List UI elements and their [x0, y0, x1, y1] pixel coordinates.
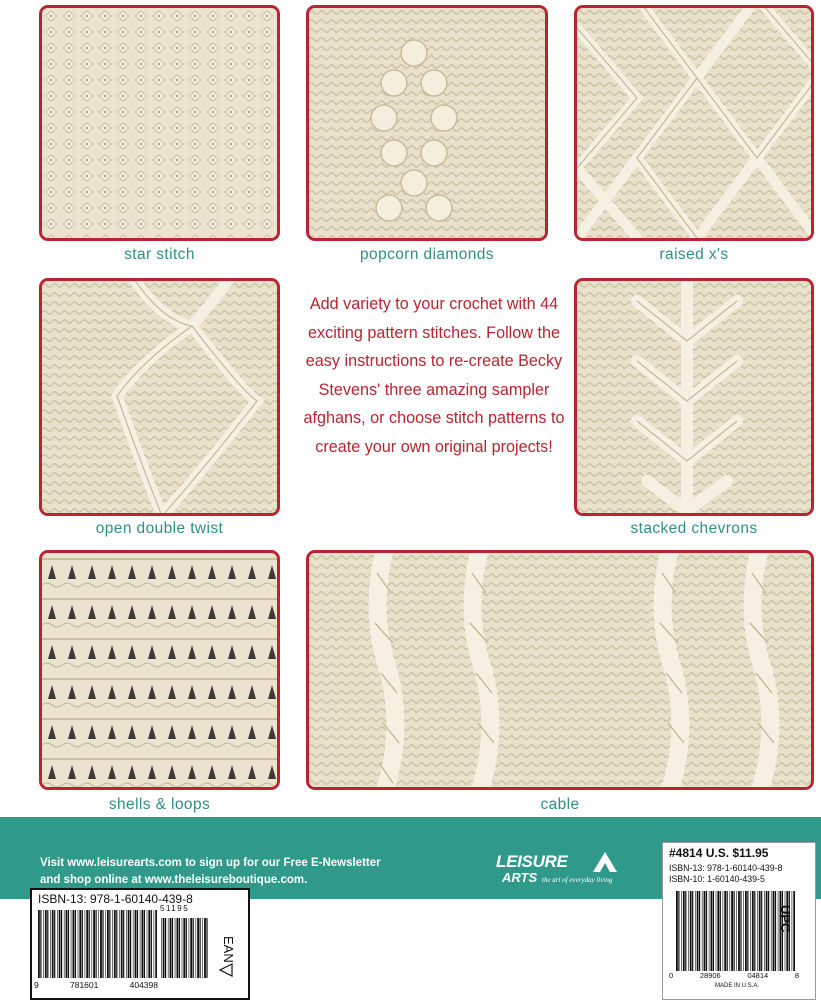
- caption-star-stitch: star stitch: [124, 246, 195, 263]
- upc-digit-group: 28906: [699, 971, 721, 980]
- caption-raised-xs: raised x's: [659, 246, 729, 263]
- ean-addon-digits: 51195: [160, 904, 190, 913]
- swatch-raised-xs: [574, 5, 814, 241]
- swatch-cable: [306, 550, 814, 790]
- price-upc-box: [662, 842, 816, 1000]
- upc-digit-group: 04814: [747, 971, 769, 980]
- isbn10-small: ISBN-10: 1-60140-439-5: [669, 874, 765, 884]
- caption-stacked-chevrons: stacked chevrons: [630, 520, 758, 537]
- made-in-label: MADE IN U.S.A.: [715, 983, 760, 989]
- cable-texture: [309, 553, 811, 787]
- popcorn-diamonds-texture: [309, 8, 545, 238]
- ean-isbn: ISBN-13: 978-1-60140-439-8: [38, 892, 193, 906]
- raised-x-texture: [577, 8, 811, 238]
- triangle-marker-icon: [218, 962, 234, 978]
- ean-digit-group: 404398: [129, 980, 158, 990]
- star-stitch-texture: [42, 8, 277, 238]
- newsletter-text: [40, 855, 381, 889]
- leisure-arts-logo: [496, 852, 646, 890]
- ean-digit-group: 781601: [69, 980, 99, 990]
- ean-barcode: [37, 910, 157, 978]
- logo-word-arts: ARTS: [502, 870, 538, 885]
- stacked-chevrons-texture: [577, 281, 811, 513]
- swatch-popcorn-diamonds: [306, 5, 548, 241]
- newsletter-line-1: Visit www.leisurearts.com to sign up for our Free E-Newsletter: [40, 857, 381, 869]
- caption-cable: cable: [540, 796, 580, 813]
- swatch-open-double-twist: [39, 278, 280, 516]
- newsletter-line-2: and shop online at www.theleisureboutique.com.: [40, 874, 308, 886]
- swatch-stacked-chevrons: [574, 278, 814, 516]
- upc-label: UPC: [778, 905, 793, 933]
- ean-digits: [34, 980, 158, 990]
- open-double-twist-texture: [42, 281, 277, 513]
- ean-label: EAN: [221, 936, 236, 963]
- ean-addon-barcode: [160, 918, 208, 978]
- upc-digit-group: 8: [794, 971, 799, 980]
- caption-popcorn-diamonds: popcorn diamonds: [360, 246, 494, 263]
- swatch-star-stitch: [39, 5, 280, 241]
- price-line: #4814 U.S. $11.95: [669, 846, 769, 860]
- shells-loops-texture: [42, 553, 277, 787]
- upc-barcode: [675, 891, 795, 971]
- upc-digits: [669, 971, 799, 980]
- ean-digit-group: 9: [34, 980, 39, 990]
- ean-barcode-box: [30, 888, 250, 1000]
- logo-a-mark-icon: [591, 850, 619, 874]
- logo-word-leisure: LEISURE: [496, 852, 568, 871]
- caption-shells-loops: shells & loops: [108, 796, 211, 813]
- caption-open-double-twist: open double twist: [95, 520, 224, 537]
- isbn13-small: ISBN-13: 978-1-60140-439-8: [669, 863, 783, 873]
- logo-tagline: the art of everyday living: [542, 876, 613, 884]
- upc-digit-group: 0: [669, 971, 674, 980]
- description-blurb: Add variety to your crochet with 44 exciting pattern stitches. Follow the easy instructions to re-create Becky Stevens' three amazing sampler afghans, or choose stitch patterns to create your own original projects!: [303, 295, 565, 456]
- swatch-shells-loops: [39, 550, 280, 790]
